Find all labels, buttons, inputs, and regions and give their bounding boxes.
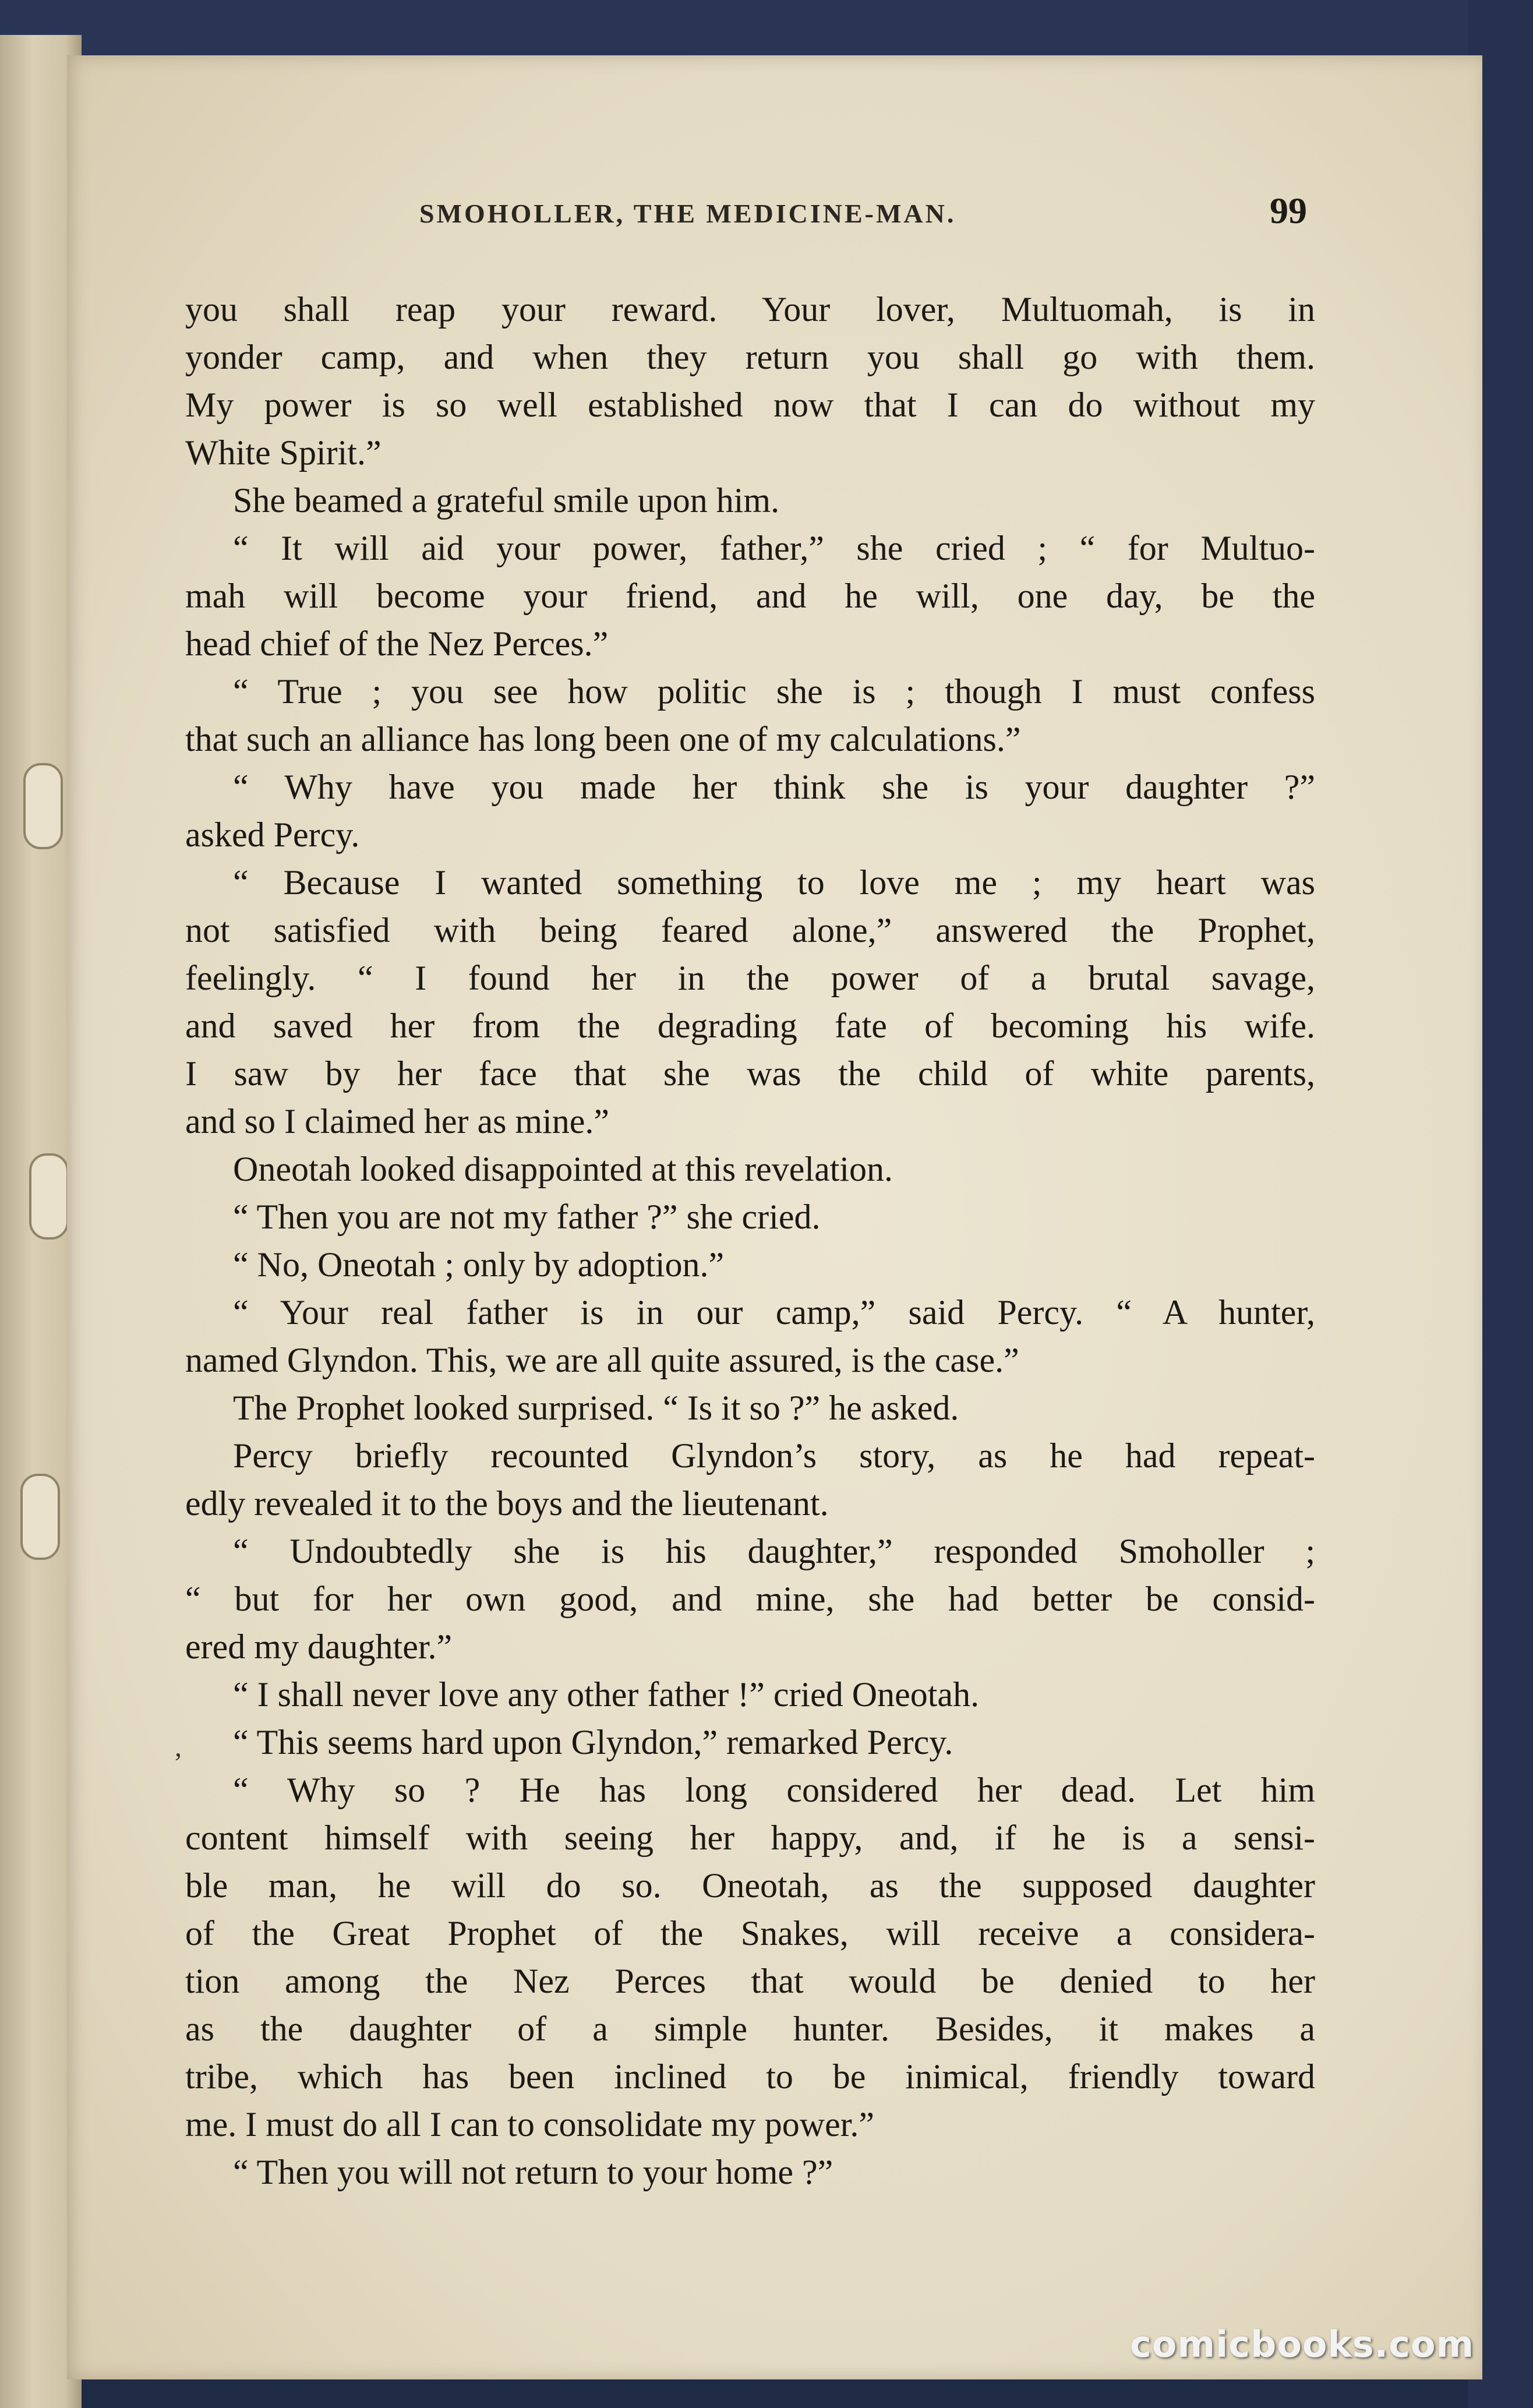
text-line: Oneotah looked disappointed at this revelation.	[233, 1150, 893, 1188]
text-line: “ Why have you made her think she is your daughter ?”	[233, 768, 1315, 806]
text-line: mah will become your friend, and he will, one day, be the	[185, 577, 1315, 615]
text-line: “ It will aid your power, father,” she cried ; “ for Multuo-	[233, 529, 1315, 567]
text-line: “ No, Oneotah ; only by adoption.”	[233, 1245, 725, 1284]
running-head: SMOHOLLER, THE MEDICINE-MAN.	[419, 199, 956, 228]
text-line: head chief of the Nez Perces.”	[185, 624, 609, 663]
text-line: Percy briefly recounted Glyndon’s story, as he had repeat-	[233, 1436, 1315, 1475]
binding-thread	[23, 763, 63, 849]
text-line: “ Then you will not return to your home ?”	[233, 2153, 833, 2191]
text-line: “ This seems hard upon Glyndon,” remarked Percy.	[233, 1723, 953, 1761]
text-line: feelingly. “ I found her in the power of a brutal savage,	[185, 959, 1315, 997]
text-line: and so I claimed her as mine.”	[185, 1102, 610, 1141]
text-line: yonder camp, and when they return you shall go with them.	[185, 338, 1315, 376]
text-line: “ Undoubtedly she is his daughter,” responded Smoholler ;	[233, 1532, 1315, 1570]
text-line: “ I shall never love any other father !” cried Oneotah.	[233, 1675, 980, 1714]
text-line: and saved her from the degrading fate of becoming his wife.	[185, 1007, 1315, 1045]
text-line: you shall reap your reward. Your lover, Multuomah, is in	[185, 290, 1315, 329]
margin-mark: ,	[175, 1732, 182, 1763]
text-line: that such an alliance has long been one of my calculations.”	[185, 720, 1021, 758]
text-line: not satisfied with being feared alone,” answered the Prophet,	[185, 911, 1315, 949]
text-line: “ Your real father is in our camp,” said Percy. “ A hunter,	[233, 1293, 1315, 1332]
text-line: The Prophet looked surprised. “ Is it so ?” he asked.	[233, 1389, 959, 1427]
text-line: ble man, he will do so. Oneotah, as the supposed daughter	[185, 1866, 1315, 1905]
text-line: me. I must do all I can to consolidate my power.”	[185, 2105, 875, 2144]
binding-thread	[29, 1153, 69, 1240]
text-line: White Spirit.”	[185, 433, 382, 472]
text-line: edly revealed it to the boys and the lieutenant.	[185, 1484, 829, 1523]
binding-thread	[20, 1474, 60, 1560]
text-line: “ True ; you see how politic she is ; though I must confess	[233, 672, 1315, 711]
text-line: of the Great Prophet of the Snakes, will receive a considera-	[185, 1914, 1315, 1952]
text-line: “ Then you are not my father ?” she cried.	[233, 1198, 821, 1236]
text-line: “ but for her own good, and mine, she had better be consid-	[185, 1580, 1315, 1618]
text-line: “ Because I wanted something to love me ; my heart was	[233, 863, 1315, 902]
text-line: She beamed a grateful smile upon him.	[233, 481, 780, 520]
text-line: I saw by her face that she was the child of white parents,	[185, 1054, 1315, 1093]
text-line: as the daughter of a simple hunter. Besides, it makes a	[185, 2010, 1315, 2048]
text-line: tribe, which has been inclined to be inimical, friendly toward	[185, 2057, 1315, 2096]
text-line: ered my daughter.”	[185, 1627, 453, 1666]
text-line: asked Percy.	[185, 815, 360, 854]
text-line: named Glyndon. This, we are all quite assured, is the case.”	[185, 1341, 1019, 1379]
watermark: comicbooks.com	[1130, 2323, 1475, 2365]
text-line: My power is so well established now that I can do without my	[185, 386, 1315, 424]
text-line: “ Why so ? He has long considered her dead. Let him	[233, 1771, 1315, 1809]
text-line: tion among the Nez Perces that would be denied to her	[185, 1962, 1315, 2000]
page-number: 99	[1270, 190, 1307, 231]
text-line: content himself with seeing her happy, and, if he is a sensi-	[185, 1819, 1315, 1857]
body-text	[185, 285, 1315, 2196]
